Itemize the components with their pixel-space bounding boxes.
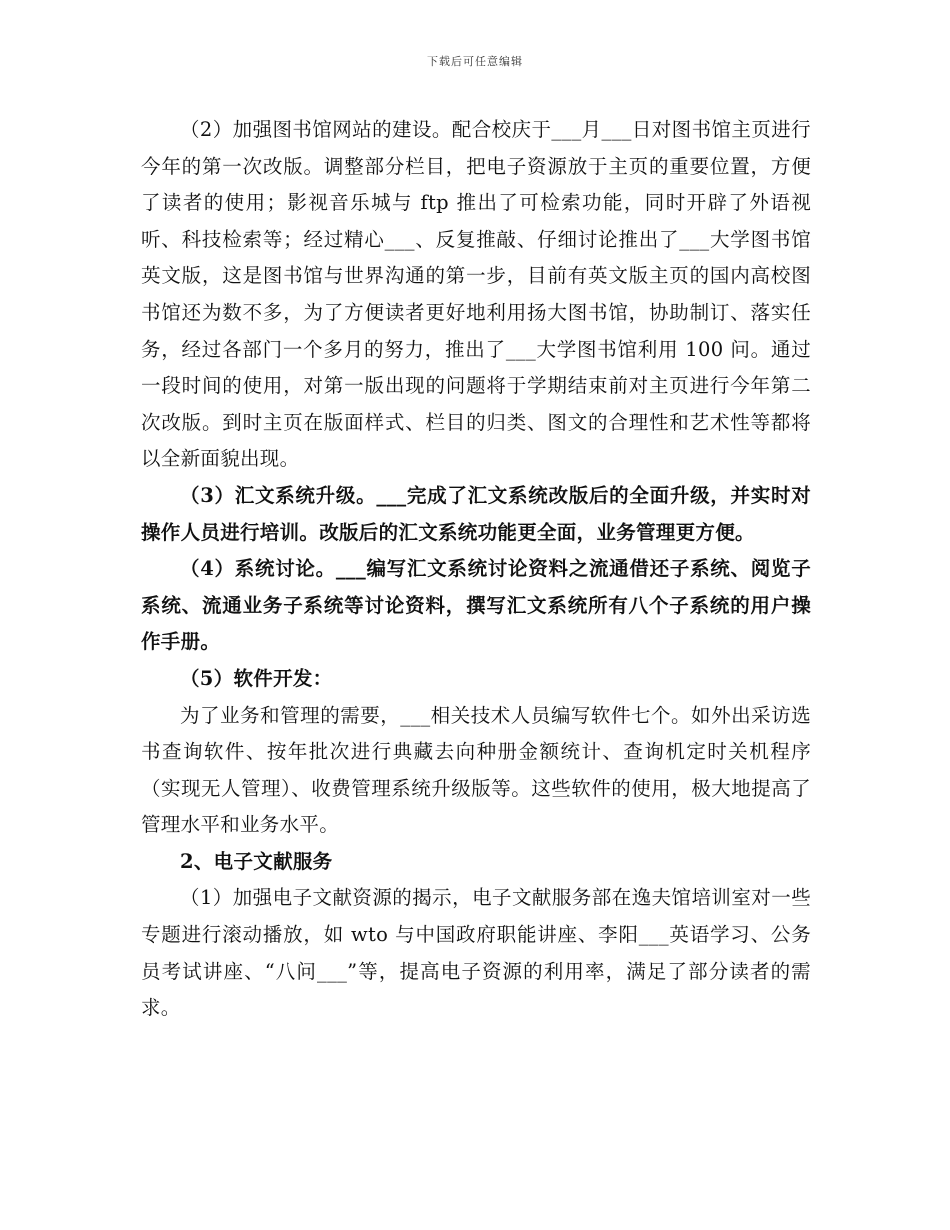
page-header: 下载后可任意编辑 [427, 55, 523, 68]
paragraph-electronic-resources: （1）加强电子文献资源的揭示，电子文献服务部在逸夫馆培训室对一些专题进行滚动播放，如 wto 与中国政府职能讲座、李阳___英语学习、公务员考试讲座、“八问___”等，提高电子资源的利用率，满足了部分读者的需求。 [141, 886, 811, 1020]
paragraph-website-construction: （2）加强图书馆网站的建设。配合校庆于___月___日对图书馆主页进行今年的第一次改版。调整部分栏目，把电子资源放于主页的重要位置，方便了读者的使用；影视音乐城与 ftp 推出了可检索功能，同时开辟了外语视听、科技检索等；经过精心___、反复推敲、仔细讨论推出了___大学图书馆英文版，这是图书馆与世界沟通的第一步，目前有英文版主页的国内高校图书馆还为数不多，为了方便读者更好地利用扬大图书馆，协助制订、落实任务，经过各部门一个多月的努力，推出了___大学图书馆利用 100 问。通过一段时间的使用，对第一版出现的问题将于学期结束前对主页进行今年第二次改版。到时主页在版面样式、栏目的归类、图文的合理性和艺术性等都将以全新面貌出现。 [141, 118, 811, 471]
paragraph-system-discussion: （4）系统讨论。___编写汇文系统讨论资料之流通借还子系统、阅览子系统、流通业务子系统等讨论资料，撰写汇文系统所有八个子系统的用户操作手册。 [141, 557, 811, 654]
section-heading-electronic-services: 2、电子文献服务 [180, 849, 333, 873]
paragraph-system-upgrade: （3）汇文系统升级。___完成了汇文系统改版后的全面升级，并实时对操作人员进行培训。改版后的汇文系统功能更全面，业务管理更方便。 [141, 483, 811, 544]
paragraph-software-development: 为了业务和管理的需要，___相关技术人员编写软件七个。如外出采访选书查询软件、按年批次进行典藏去向种册金额统计、查询机定时关机程序（实现无人管理）、收费管理系统升级版等。这些软件的使用，极大地提高了管理水平和业务水平。 [141, 703, 811, 837]
paragraph-software-heading: （5）软件开发： [180, 666, 333, 690]
document-body [141, 112, 811, 1027]
